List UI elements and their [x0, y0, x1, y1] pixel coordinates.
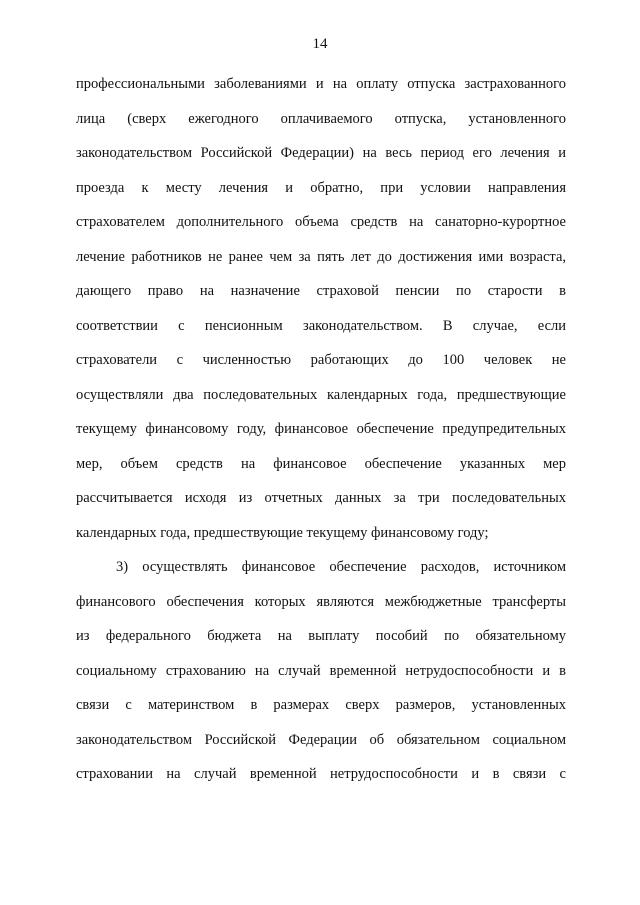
- text-line: проезда к месту лечения и обратно, при условии направления: [76, 179, 566, 196]
- paragraph-item-3: [76, 550, 566, 792]
- text-line: рассчитывается исходя из отчетных данных за три последовательных: [76, 490, 566, 506]
- text-line: связи с материнством в размерах сверх размеров, установленных: [76, 697, 566, 713]
- text-line: финансового обеспечения которых являются межбюджетные трансферты: [76, 593, 566, 610]
- text-line: страховании на случай временной нетрудоспособности и в связи с: [76, 766, 566, 782]
- text-line: дающего право на назначение страховой пенсии по старости в: [76, 283, 566, 299]
- text-line: осуществляли два последовательных календарных года, предшествующие: [76, 386, 566, 403]
- page-number: 14: [312, 36, 328, 52]
- text-line: законодательством Российской Федерации) на весь период его лечения и: [76, 145, 566, 161]
- text-line: законодательством Российской Федерации об обязательном социальном: [76, 731, 566, 748]
- text-line: мер, объем средств на финансовое обеспечение указанных мер: [76, 455, 566, 472]
- text-line: социальному страхованию на случай временной нетрудоспособности и в: [76, 662, 566, 679]
- text-line: 3) осуществлять финансовое обеспечение расходов, источником: [116, 559, 566, 575]
- text-line: соответствии с пенсионным законодательством. В случае, если: [76, 317, 566, 334]
- text-line: страхователи с численностью работающих до 100 человек не: [76, 352, 566, 368]
- text-line: текущему финансовому году, финансовое обеспечение предупредительных: [76, 421, 566, 437]
- text-line: из федерального бюджета на выплату пособий по обязательному: [76, 628, 566, 644]
- text-line: календарных года, предшествующие текущему финансовому году;: [76, 524, 489, 541]
- document-body: [76, 67, 566, 792]
- text-line: профессиональными заболеваниями и на оплату отпуска застрахованного: [76, 76, 566, 92]
- text-line: лечение работников не ранее чем за пять лет до достижения ими возраста,: [76, 248, 566, 265]
- text-line: лица (сверх ежегодного оплачиваемого отпуска, установленного: [76, 110, 566, 127]
- text-line: страхователем дополнительного объема средств на санаторно-курортное: [76, 214, 566, 230]
- paragraph-continuation: [76, 67, 566, 550]
